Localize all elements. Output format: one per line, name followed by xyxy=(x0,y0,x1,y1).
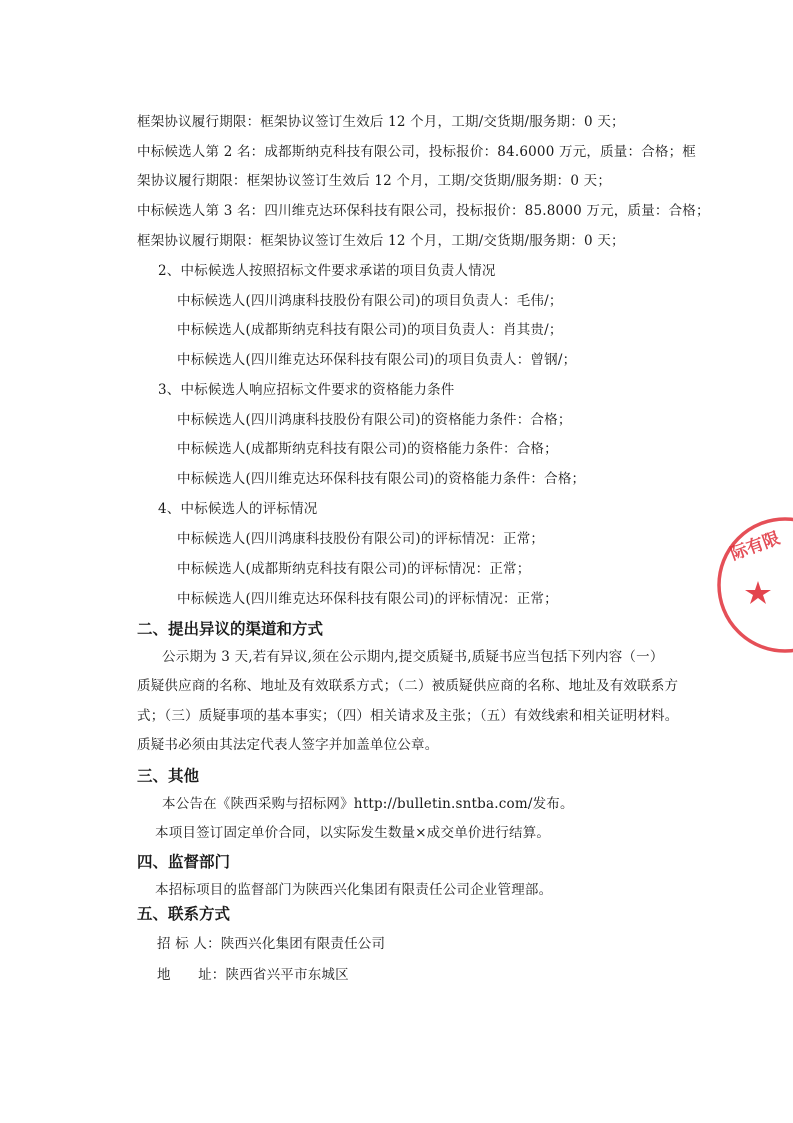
candidate-2-line: 中标候选人第 2 名：成都斯纳克科技有限公司，投标报价：84.6000 万元，质量：合格；框 xyxy=(137,144,696,160)
item-3-row: 中标候选人(成都斯纳克科技有限公司)的资格能力条件：合格； xyxy=(177,441,558,457)
official-seal-stamp xyxy=(705,505,793,655)
section-2-line: 质疑书必须由其法定代表人签字并加盖单位公章。 xyxy=(137,737,439,753)
item-4-row: 中标候选人(成都斯纳克科技有限公司)的评标情况：正常； xyxy=(177,561,531,577)
section-5-heading: 五、联系方式 xyxy=(137,905,231,923)
candidate-2-framework-line: 架协议履行期限：框架协议签订生效后 12 个月，工期/交货期/服务期：0 天； xyxy=(137,173,612,189)
candidate-3-framework-line: 框架协议履行期限：框架协议签订生效后 12 个月，工期/交货期/服务期：0 天； xyxy=(137,233,625,249)
section-2-line: 公示期为 3 天,若有异议,须在公示期内,提交质疑书,质疑书应当包括下列内容（一） xyxy=(162,649,664,665)
section-2-line: 式；（三）质疑事项的基本事实；（四）相关请求及主张；（五）有效线索和相关证明材料。 xyxy=(137,708,679,724)
item-4-row: 中标候选人(四川鸿康科技股份有限公司)的评标情况：正常； xyxy=(177,531,545,547)
item-2-row: 中标候选人(四川鸿康科技股份有限公司)的项目负责人：毛伟/； xyxy=(177,293,563,309)
item-2-row: 中标候选人(四川维克达环保科技有限公司)的项目负责人：曾钢/； xyxy=(177,352,577,368)
section-4-heading: 四、监督部门 xyxy=(137,853,231,871)
tenderer-line: 招 标 人：陕西兴化集团有限责任公司 xyxy=(157,936,386,952)
item-4-row: 中标候选人(四川维克达环保科技有限公司)的评标情况：正常； xyxy=(177,591,558,607)
address-line: 地 址：陕西省兴平市东城区 xyxy=(157,967,349,983)
section-2-heading: 二、提出异议的渠道和方式 xyxy=(137,620,324,638)
svg-text:际有限: 际有限 xyxy=(727,528,783,565)
section-2-line: 质疑供应商的名称、地址及有效联系方式；（二）被质疑供应商的名称、地址及有效联系方 xyxy=(137,678,679,694)
section-3-heading: 三、其他 xyxy=(137,767,200,785)
item-3-row: 中标候选人(四川维克达环保科技有限公司)的资格能力条件：合格； xyxy=(177,471,586,487)
item-2-heading: 2、中标候选人按照招标文件要求承诺的项目负责人情况 xyxy=(158,263,496,279)
candidate-1-framework-line: 框架协议履行期限：框架协议签订生效后 12 个月，工期/交货期/服务期：0 天； xyxy=(137,114,625,130)
item-3-heading: 3、中标候选人响应招标文件要求的资格能力条件 xyxy=(158,382,455,398)
item-2-row: 中标候选人(成都斯纳克科技有限公司)的项目负责人：肖其贵/； xyxy=(177,322,563,338)
section-4-line: 本招标项目的监督部门为陕西兴化集团有限责任公司企业管理部。 xyxy=(155,882,553,898)
section-3-line: 本项目签订固定单价合同，以实际发生数量×成交单价进行结算。 xyxy=(155,825,551,841)
item-4-heading: 4、中标候选人的评标情况 xyxy=(158,501,318,517)
section-3-line: 本公告在《陕西采购与招标网》http://bulletin.sntba.com/发布。 xyxy=(162,796,574,812)
candidate-3-line: 中标候选人第 3 名：四川维克达环保科技有限公司，投标报价：85.8000 万元，质量：合格； xyxy=(137,203,710,219)
item-3-row: 中标候选人(四川鸿康科技股份有限公司)的资格能力条件：合格； xyxy=(177,412,572,428)
